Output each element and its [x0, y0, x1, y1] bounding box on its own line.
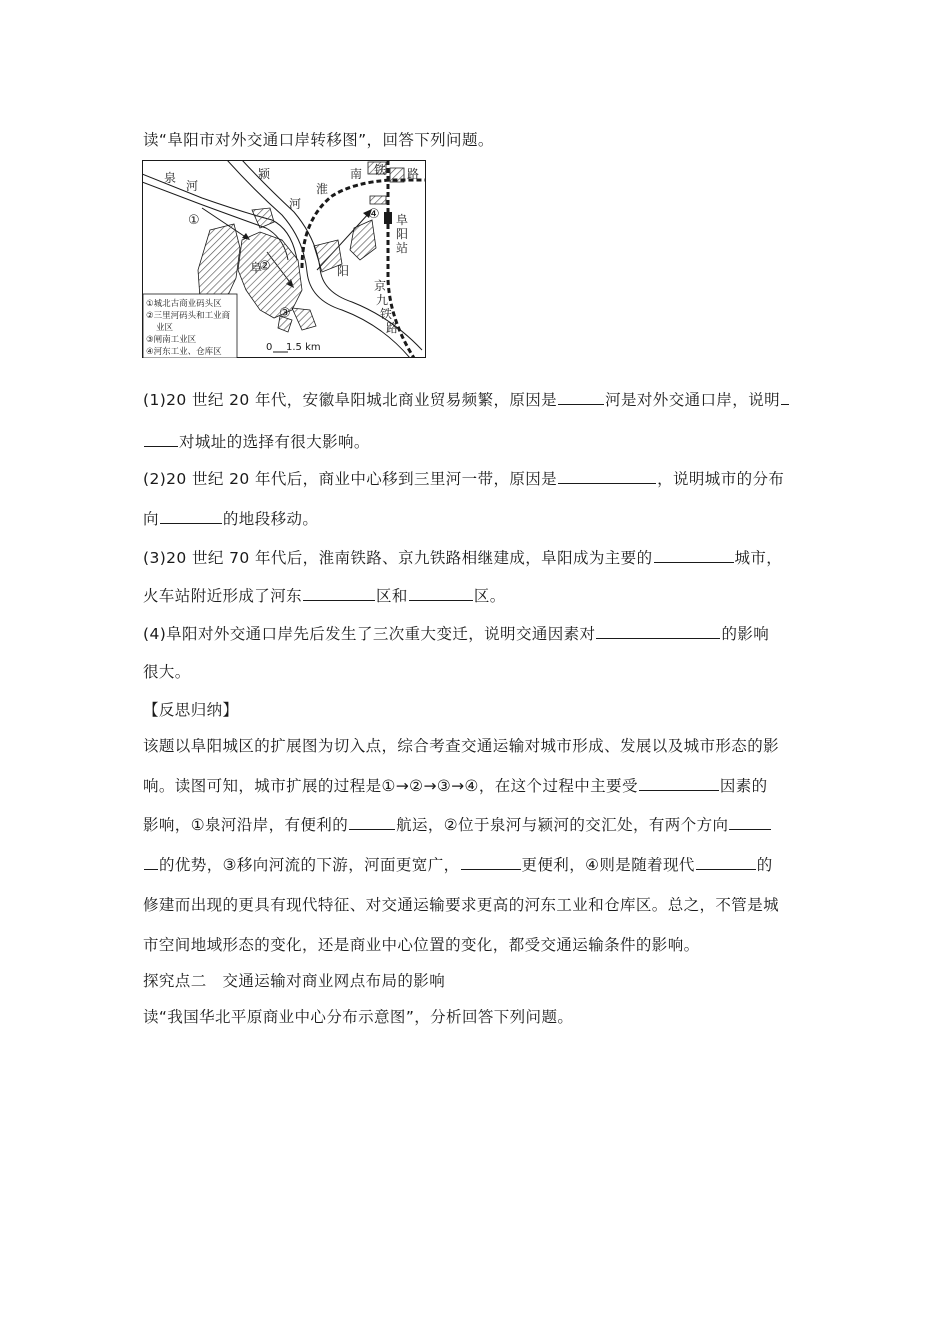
legend-item-2: ②三里河码头和工业商	[146, 311, 231, 321]
para-l4b: 更便利，④则是随着现代	[521, 856, 695, 874]
q3-blank-2[interactable]	[303, 585, 375, 601]
para-l2a: 响。读图可知，城市扩展的过程是①→②→③→④，在这个过程中主要受	[143, 777, 638, 795]
label-station-2: 阳	[396, 227, 409, 241]
q1-blank-1[interactable]	[558, 389, 604, 405]
para-l3b: 航运，②位于泉河与颍河的交汇处，有两个方向	[396, 816, 729, 834]
q2-blank-2[interactable]	[160, 508, 222, 524]
legend-item-3: ③闸南工业区	[146, 335, 197, 345]
para-blank-1[interactable]	[639, 775, 719, 791]
label-huai: 淮	[316, 182, 329, 196]
legend-item-1: ①城北古商业码头区	[146, 299, 222, 309]
para-l3a: 影响，①泉河沿岸，有便利的	[143, 816, 349, 834]
q4-blank-1[interactable]	[596, 623, 720, 639]
para-line-4	[143, 853, 773, 875]
label-jingjiu-3: 铁	[380, 307, 393, 321]
q3-blank-3[interactable]	[409, 585, 473, 601]
legend-item-2-cont: 业区	[156, 323, 174, 333]
q3-text-b: 城市，	[734, 549, 783, 567]
para-line-1: 该题以阜阳城区的扩展图为切入点，综合考查交通运输对城市形成、发展以及城市形态的影	[143, 737, 780, 755]
q1-blank-2[interactable]	[781, 389, 789, 405]
q3-text-e: 区。	[473, 587, 506, 605]
question-4-line-2	[143, 660, 191, 682]
para-l4a: 的优势，③移向河流的下游，河面更宽广，	[159, 856, 460, 874]
question-3-line-1	[143, 546, 782, 568]
question-4-line-1	[143, 622, 769, 644]
para-line-3	[143, 813, 772, 835]
question-3-line-2	[143, 584, 506, 606]
label-jingjiu-1: 京	[374, 279, 387, 293]
legend-item-4: ④河东工业、仓库区	[146, 347, 222, 357]
section-2-heading: 探究点二 交通运输对商业网点布局的影响	[143, 972, 446, 990]
q2-text-d: 的地段移动。	[222, 510, 319, 528]
para-line-2	[143, 774, 768, 796]
q1-blank-2-cont[interactable]	[144, 431, 178, 447]
q3-text-d: 区和	[376, 587, 408, 605]
reflect-title: 【反思归纳】	[143, 701, 239, 719]
q1-text-a: (1)20 世纪 20 年代，安徽阜阳城北商业贸易频繁，原因是	[143, 391, 558, 409]
fuyang-port-transfer-map	[142, 160, 426, 358]
q3-blank-1[interactable]	[654, 547, 734, 563]
q1-text-c: 对城址的选择有很大影响。	[179, 433, 370, 451]
question-2-line-2	[143, 507, 318, 529]
q3-text-c: 火车站附近形成了河东	[143, 587, 303, 605]
label-yang: 阳	[337, 264, 350, 278]
label-lu: 路	[407, 167, 420, 181]
para-blank-2[interactable]	[349, 814, 395, 830]
label-station-3: 站	[396, 241, 409, 255]
marker-1: ①	[188, 213, 200, 228]
label-jingjiu-4: 路	[386, 321, 399, 335]
scale-zero: 0	[266, 342, 273, 353]
marker-2: ②	[259, 259, 271, 274]
label-station-1: 阜	[396, 213, 409, 227]
para-l4c: 的	[756, 856, 773, 874]
label-ying: 颍	[258, 167, 271, 181]
fuyang-station-icon	[384, 212, 392, 224]
district-4b	[370, 196, 386, 204]
q3-text-a: (3)20 世纪 70 年代后，淮南铁路、京九铁路相继建成，阜阳成为主要的	[143, 549, 653, 567]
q2-text-a: (2)20 世纪 20 年代后，商业中心移到三里河一带，原因是	[143, 470, 558, 488]
para-blank-3-cont[interactable]	[144, 854, 158, 870]
section-2-intro: 读“我国华北平原商业中心分布示意图”，分析回答下列问题。	[143, 1008, 574, 1026]
question-1-line-2	[143, 430, 370, 452]
q4-text-a: (4)阜阳对外交通口岸先后发生了三次重大变迁，说明交通因素对	[143, 625, 596, 643]
label-tie: 铁	[374, 163, 387, 177]
marker-3: ③	[279, 306, 291, 321]
label-jingjiu-2: 九	[376, 293, 389, 307]
q4-text-b: 的影响	[721, 625, 770, 643]
para-line-6: 市空间地域形态的变化，还是商业中心位置的变化，都受交通运输条件的影响。	[143, 936, 700, 954]
label-quan: 泉	[164, 171, 177, 185]
para-line-5: 修建而出现的更具有现代特征、对交通运输要求更高的河东工业和仓库区。总之，不管是城	[143, 896, 780, 914]
question-1-line-1	[143, 388, 790, 410]
marker-4: ④	[368, 207, 380, 222]
question-2-line-1	[143, 467, 784, 489]
intro-text: 读“阜阳市对外交通口岸转移图”，回答下列问题。	[143, 131, 494, 149]
para-blank-4[interactable]	[461, 854, 521, 870]
label-he2: 河	[289, 197, 302, 211]
para-l2b: 因素的	[719, 777, 768, 795]
para-blank-5[interactable]	[696, 854, 756, 870]
q1-text-b: 河是对外交通口岸，说明	[605, 391, 780, 409]
q2-text-b: ，说明城市的分布	[657, 470, 785, 488]
label-he1: 河	[186, 179, 199, 193]
para-blank-3[interactable]	[729, 814, 771, 830]
scale-label: 1.5 km	[286, 342, 321, 353]
q4-text-c: 很大。	[143, 663, 191, 681]
q2-text-c: 向	[143, 510, 159, 528]
label-nan: 南	[350, 167, 363, 181]
label-fu: 阜	[250, 261, 263, 275]
q2-blank-1[interactable]	[558, 468, 656, 484]
